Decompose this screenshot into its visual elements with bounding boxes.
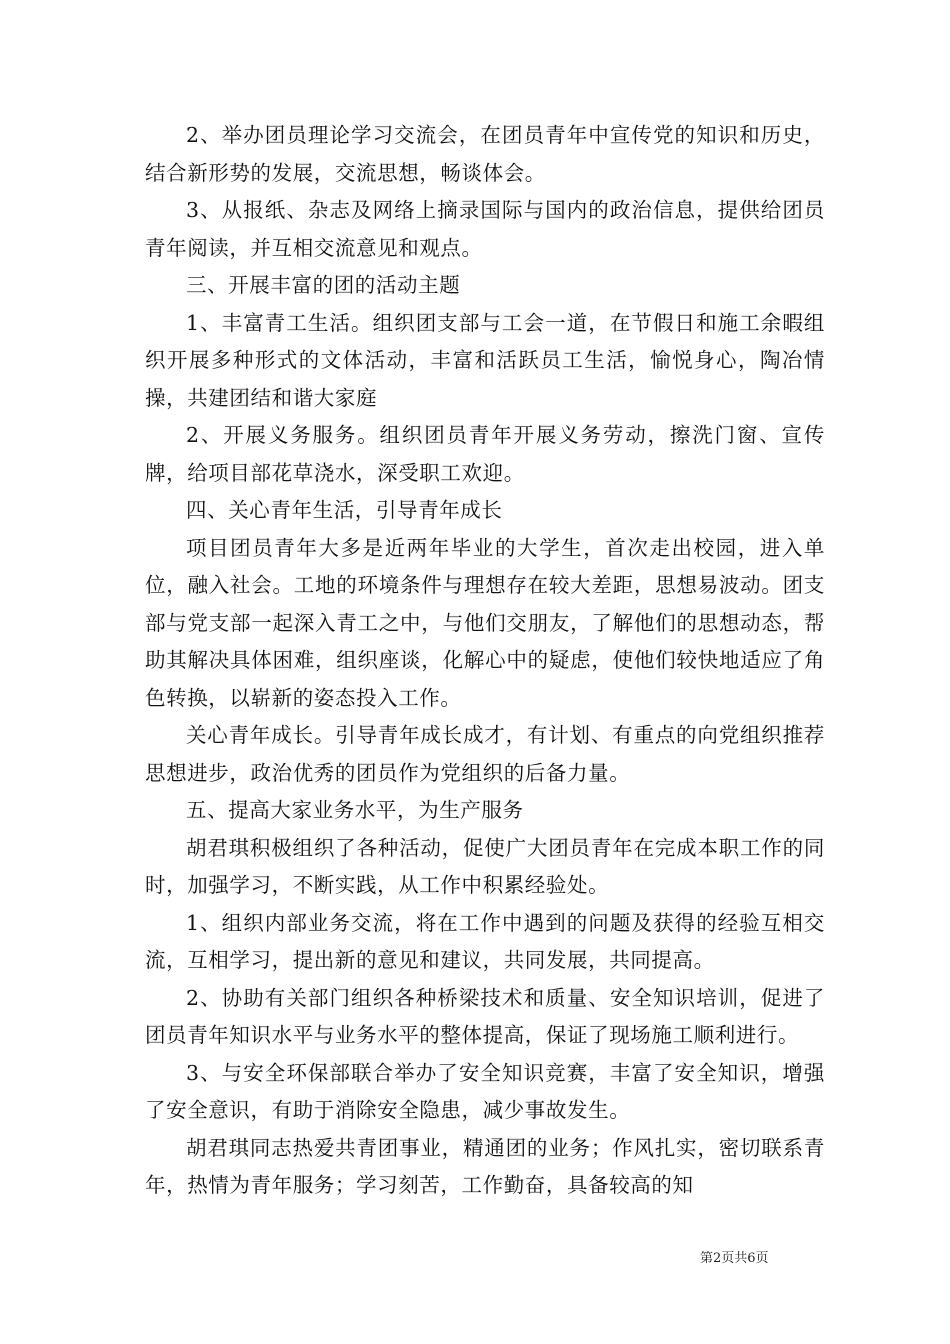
paragraph-item-1: 1、丰富青工生活。组织团支部与工会一道，在节假日和施工余暇组织开展多种形式的文体活动，丰富和活跃员工生活，愉悦身心，陶冶情操，共建团结和谐大家庭 [145, 310, 825, 410]
paragraph-item-2b: 2、开展义务服务。组织团员青年开展义务劳动，擦洗门窗、宣传牌，给项目部花草浇水，深受职工欢迎。 [145, 423, 825, 485]
section-heading-3: 三、开展丰富的团的活动主题 [186, 273, 461, 297]
document-body [145, 117, 825, 1205]
section-heading-4: 四、关心青年生活，引导青年成长 [186, 498, 503, 522]
paragraph-item-2c: 2、协助有关部门组织各种桥梁技术和质量、安全知识培训，促进了团员青年知识水平与业务水平的整体提高，保证了现场施工顺利进行。 [145, 985, 825, 1047]
paragraph-activities: 胡君琪积极组织了各种活动，促使广大团员青年在完成本职工作的同时，加强学习，不断实践，从工作中积累经验处。 [145, 835, 825, 897]
paragraph-item-1b: 1、组织内部业务交流，将在工作中遇到的问题及获得的经验互相交流，互相学习，提出新的意见和建议，共同发展，共同提高。 [145, 910, 825, 972]
paragraph-item-3b: 3、与安全环保部联合举办了安全知识竞赛，丰富了安全知识，增强了安全意识，有助于消除安全隐患，减少事故发生。 [145, 1060, 825, 1122]
paragraph-youth-growth: 关心青年成长。引导青年成长成才，有计划、有重点的向党组织推荐思想进步，政治优秀的团员作为党组织的后备力量。 [145, 723, 825, 785]
section-heading-5: 五、提高大家业务水平，为生产服务 [186, 798, 524, 822]
paragraph-youth-overview: 项目团员青年大多是近两年毕业的大学生，首次走出校园，进入单位，融入社会。工地的环境条件与理想存在较大差距，思想易波动。团支部与党支部一起深入青工之中，与他们交朋友，了解他们的思想动态，帮助其解决具体困难，组织座谈，化解心中的疑虑，使他们较快地适应了角色转换，以崭新的姿态投入工作。 [145, 535, 825, 710]
paragraph-item-2: 2、举办团员理论学习交流会，在团员青年中宣传党的知识和历史，结合新形势的发展，交流思想，畅谈体会。 [145, 123, 825, 185]
paragraph-summary: 胡君琪同志热爱共青团事业，精通团的业务；作风扎实，密切联系青年，热情为青年服务；学习刻苦，工作勤奋，具备较高的知 [145, 1135, 825, 1197]
page-number: 第2页共6页 [700, 1251, 769, 1266]
paragraph-item-3: 3、从报纸、杂志及网络上摘录国际与国内的政治信息，提供给团员青年阅读，并互相交流意见和观点。 [145, 198, 825, 260]
